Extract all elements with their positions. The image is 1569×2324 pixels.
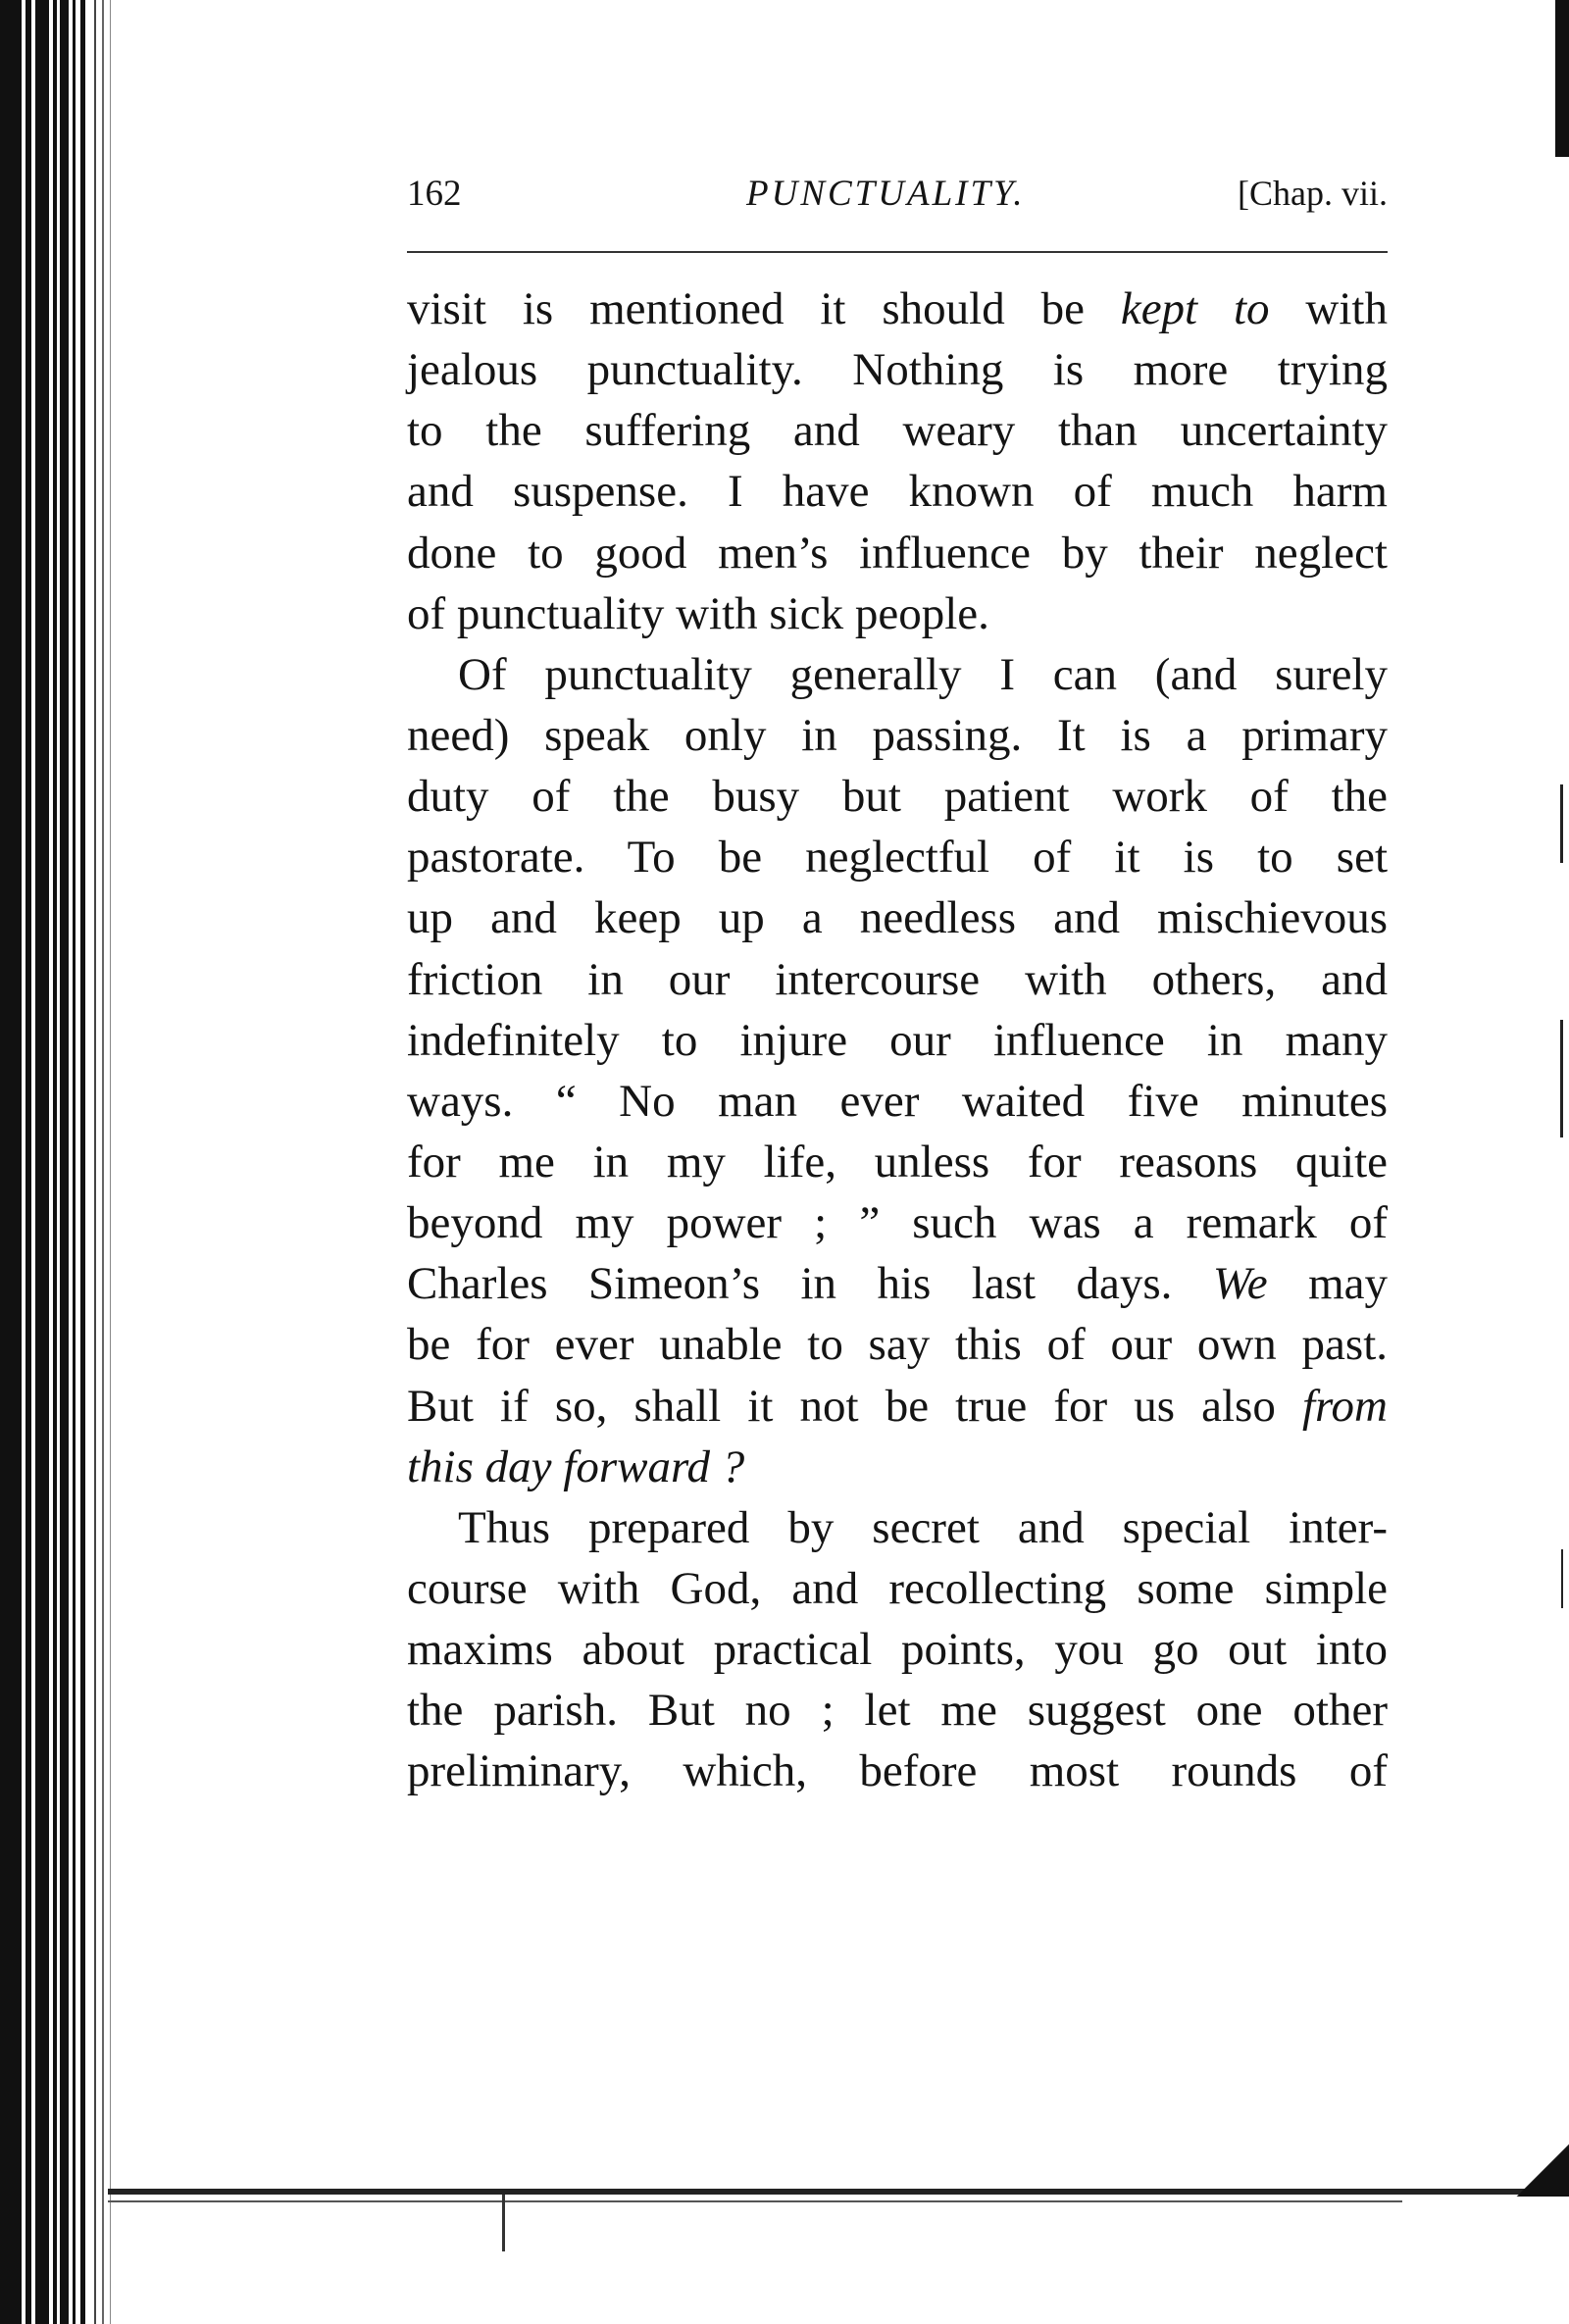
text-segment: friction in our intercourse with others, and: [407, 953, 1388, 1005]
text-segment: Of punctuality generally I can (and surely: [458, 648, 1388, 700]
italic-text: We: [1212, 1258, 1268, 1310]
text-line: [407, 949, 1388, 1010]
text-segment: may: [1267, 1258, 1388, 1310]
text-segment: pastorate. To be neglectful of it is to set: [407, 832, 1388, 884]
text-segment: of punctuality with sick people.: [407, 587, 989, 639]
text-line: [407, 827, 1388, 887]
page-bottom-tick: [502, 2195, 505, 2251]
text-line: [407, 400, 1388, 461]
text-segment: to the suffering and weary than uncertainty: [407, 405, 1388, 457]
text-segment: Charles Simeon’s in his last days.: [407, 1258, 1213, 1310]
page-bottom-edge: [108, 2189, 1569, 2195]
text-line: [407, 1741, 1388, 1801]
text-segment: visit is mentioned it should be: [407, 283, 1121, 334]
text-line: [407, 766, 1388, 827]
text-segment: done to good men’s influence by their neglect: [407, 527, 1388, 579]
italic-text: from: [1301, 1380, 1388, 1432]
text-segment: beyond my power ; ” such was a remark of: [407, 1197, 1388, 1249]
text-segment: preliminary, which, before most rounds of: [407, 1745, 1388, 1797]
text-segment: maxims about practical points, you go out into: [407, 1624, 1388, 1676]
text-line: [407, 1071, 1388, 1132]
text-segment: course with God, and recollecting some simple: [407, 1562, 1388, 1614]
text-line: [407, 1558, 1388, 1619]
text-segment: and suspense. I have known of much harm: [407, 466, 1388, 518]
text-segment: be for ever unable to say this of our own past.: [407, 1319, 1388, 1371]
text-segment: for me in my life, unless for reasons quite: [407, 1136, 1388, 1187]
text-segment: need) speak only in passing. It is a primary: [407, 709, 1388, 761]
book-gutter: [0, 0, 127, 2324]
text-segment: ways. “ No man ever waited five minutes: [407, 1075, 1388, 1127]
text-line: [407, 887, 1388, 948]
text-line: [407, 1497, 1388, 1558]
text-line: [407, 583, 1388, 644]
text-segment: with: [1269, 283, 1388, 334]
page-edge-right: [1555, 0, 1569, 157]
text-line: [407, 1680, 1388, 1741]
text-line: [407, 461, 1388, 522]
text-line: [407, 705, 1388, 766]
text-line: [407, 278, 1388, 339]
text-line: [407, 1376, 1388, 1437]
text-line: [407, 1132, 1388, 1192]
chapter-reference: [Chap. vii.: [1238, 174, 1388, 213]
page-edge-mark: [1561, 1549, 1563, 1608]
text-segment: up and keep up a needless and mischievous: [407, 892, 1388, 944]
text-line: [407, 1619, 1388, 1680]
text-line: [407, 339, 1388, 400]
running-title: PUNCTUALITY.: [746, 174, 1026, 214]
page-corner-shadow: [1510, 2138, 1569, 2197]
running-header: [407, 173, 1388, 222]
text-line: [407, 1314, 1388, 1375]
text-line: [407, 523, 1388, 583]
italic-text: kept to: [1120, 283, 1270, 334]
page-edge-mark: [1560, 784, 1563, 863]
text-segment: the parish. But no ; let me suggest one other: [407, 1685, 1388, 1737]
text-line: [407, 1192, 1388, 1253]
text-line: [407, 1010, 1388, 1071]
text-segment: Thus prepared by secret and special inter-: [458, 1501, 1388, 1553]
text-segment: duty of the busy but patient work of the: [407, 771, 1388, 823]
text-line: [407, 1437, 1388, 1497]
page-number: 162: [407, 174, 462, 214]
page-bottom-edge-thin: [108, 2200, 1402, 2202]
text-segment: indefinitely to injure our influence in many: [407, 1014, 1388, 1066]
body-text: [407, 278, 1388, 1802]
text-segment: But if so, shall it not be true for us also: [407, 1380, 1302, 1432]
text-line: [407, 644, 1388, 705]
text-line: [407, 1253, 1388, 1314]
text-segment: jealous punctuality. Nothing is more trying: [407, 344, 1388, 396]
header-rule: [407, 251, 1388, 253]
italic-text: this day forward ?: [407, 1440, 745, 1492]
page-edge-mark: [1560, 1020, 1563, 1137]
